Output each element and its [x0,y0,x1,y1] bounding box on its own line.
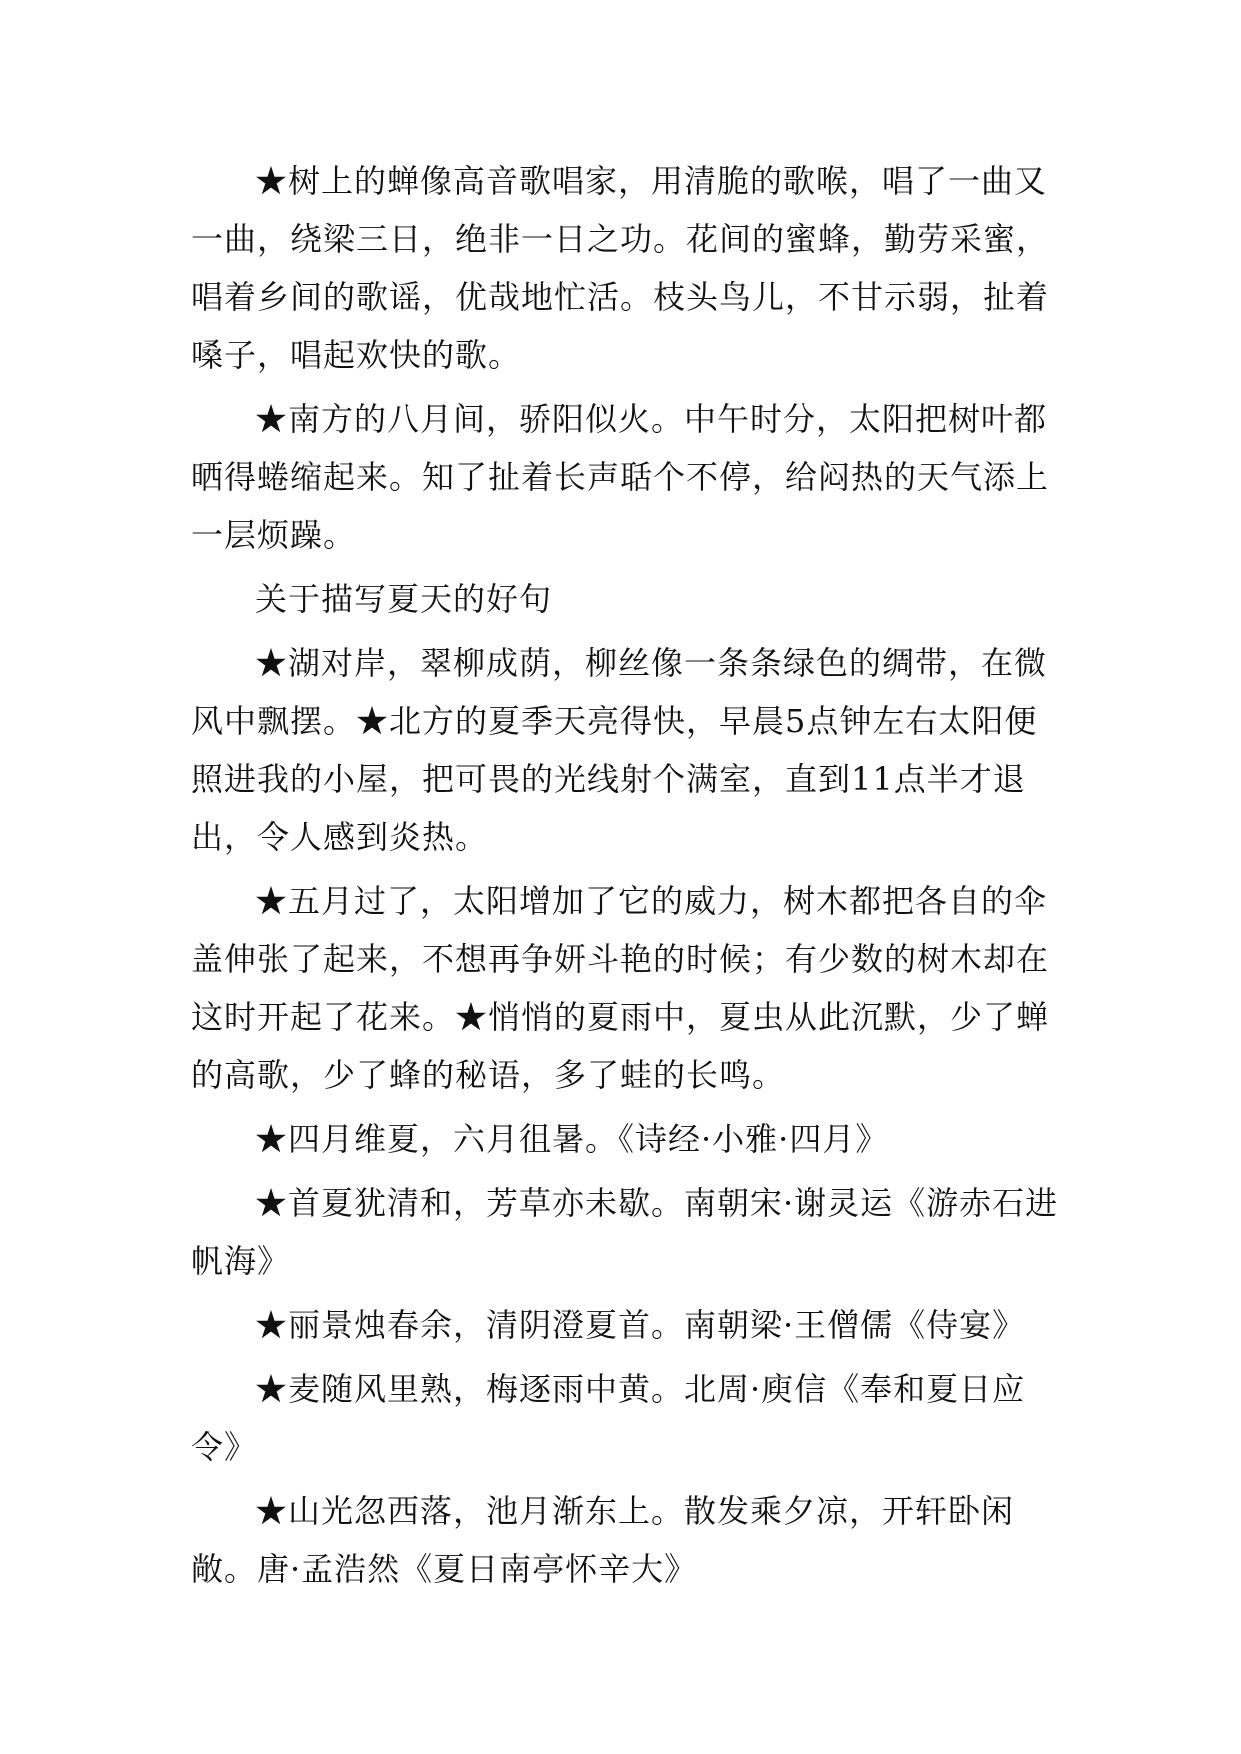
quote-yu-xin: ★麦随风里熟，梅逐雨中黄。北周·庾信《奉和夏日应令》 [191,1370,1026,1466]
paragraph-may-trees-rain: ★五月过了，太阳增加了它的威力，树木都把各自的伞盖伸张了起来，不想再争妍斗艳的时候；有少数的树木却在这时开起了花来。★悄悄的夏雨中，夏虫从此沉默，少了蝉的高歌，少了蜂的秘语，多了蛙的长鸣。 [191,882,1050,1094]
document-body [191,152,1061,1598]
quote-wang-sengru: ★丽景烛春余，清阴澄夏首。南朝梁·王僧儒《侍宴》 [255,1306,1026,1344]
paragraph-cicada: ★树上的蝉像高音歌唱家，用清脆的歌喉，唱了一曲又一曲，绕梁三日，绝非一日之功。花间的蜜蜂，勤劳采蜜，唱着乡间的歌谣，优哉地忙活。枝头鸟儿，不甘示弱，扯着嗓子，唱起欢快的歌。 [191,162,1050,374]
paragraph-willow-morning: ★湖对岸，翠柳成荫，柳丝像一条条绿色的绸带，在微风中飘摆。★北方的夏季天亮得快，早晨5点钟左右太阳便照进我的小屋，把可畏的光线射个满室，直到11点半才退出，令人感到炎热。 [191,644,1048,856]
quote-xie-lingyun: ★首夏犹清和，芳草亦未歇。南朝宋·谢灵运《游赤石进帆海》 [191,1184,1059,1280]
quote-meng-haoran: ★山光忽西落，池月渐东上。散发乘夕凉，开轩卧闲敞。唐·孟浩然《夏日南亭怀辛大》 [191,1492,1015,1588]
quote-shijing: ★四月维夏，六月徂暑。《诗经·小雅·四月》 [255,1120,889,1158]
section-heading-summer-sentences: 关于描写夏天的好句 [255,580,553,618]
paragraph-august-south: ★南方的八月间，骄阳似火。中午时分，太阳把树叶都晒得蜷缩起来。知了扯着长声聒个不停，给闷热的天气添上一层烦躁。 [191,400,1050,554]
